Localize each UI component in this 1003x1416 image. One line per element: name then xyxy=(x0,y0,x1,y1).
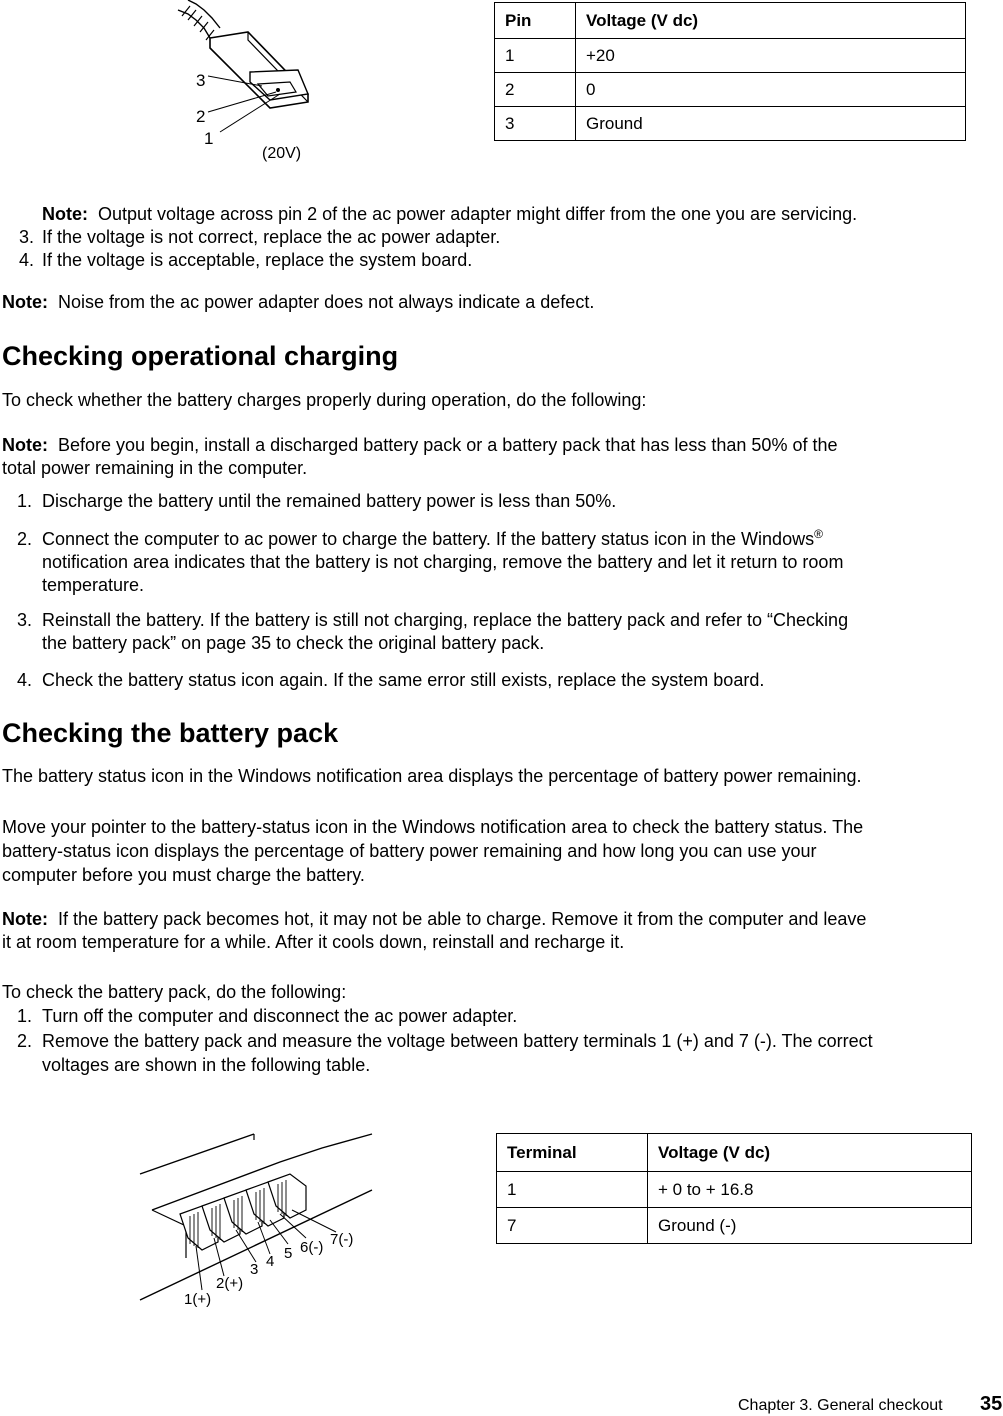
table-cell: 7 xyxy=(497,1208,648,1244)
paragraph: computer before you must charge the battery. xyxy=(2,865,365,885)
list-item: 3. Reinstall the battery. If the battery is still not charging, replace the battery pack and refer to “Checking the battery pack” on page 35 to check the original battery pack. xyxy=(16,610,849,653)
table-row xyxy=(497,1208,972,1244)
table-cell: 3 xyxy=(495,107,576,141)
table-header: Terminal xyxy=(497,1134,648,1172)
table-header: Voltage (V dc) xyxy=(576,3,966,39)
terminal-label-7: 7(-) xyxy=(330,1231,354,1248)
ac-connector-figure xyxy=(150,0,350,175)
paragraph: battery-status icon displays the percentage of battery power remaining and how long you can use your xyxy=(2,841,817,861)
note-continuation: it at room temperature for a while. After it cools down, reinstall and recharge it. xyxy=(2,932,625,952)
list-item: 4. Check the battery status icon again. If the same error still exists, replace the system board. xyxy=(16,670,765,690)
list-item: 1. Turn off the computer and disconnect the ac power adapter. xyxy=(16,1006,518,1026)
table-cell: 2 xyxy=(495,73,576,107)
table-row xyxy=(495,107,966,141)
list-item: 1. Discharge the battery until the remained battery power is less than 50%. xyxy=(16,491,617,511)
table-cell: +20 xyxy=(576,39,966,73)
table-cell: + 0 to + 16.8 xyxy=(648,1172,972,1208)
table-cell: 1 xyxy=(497,1172,648,1208)
note-before-begin: Note: Before you begin, install a discharged battery pack or a battery pack that has less than 50% of the xyxy=(2,435,838,455)
note-text: Output voltage across pin 2 of the ac power adapter might differ from the one you are servicing. xyxy=(98,204,858,224)
footer-chapter: Chapter 3. General checkout xyxy=(738,1397,943,1414)
terminal-label-2: 2(+) xyxy=(216,1275,244,1292)
terminal-label-5: 5 xyxy=(284,1245,293,1262)
table-row xyxy=(495,39,966,73)
note-label: Note: xyxy=(2,292,48,312)
table-cell: 0 xyxy=(576,73,966,107)
table-cell: Ground xyxy=(576,107,966,141)
note-noise xyxy=(2,291,594,314)
terminal-label-3: 3 xyxy=(250,1261,259,1278)
note-label: Note: xyxy=(42,204,88,224)
battery-terminal-figure xyxy=(130,1128,380,1318)
registered-mark: ® xyxy=(814,527,823,541)
paragraph: Move your pointer to the battery-status icon in the Windows notification area to check the battery status. The xyxy=(2,817,864,837)
terminal-label-1: 1(+) xyxy=(184,1291,212,1308)
terminal-label-6: 6(-) xyxy=(300,1239,324,1256)
voltage-label: (20V) xyxy=(262,145,302,162)
section-heading-battery-pack: Checking the battery pack xyxy=(2,718,339,748)
paragraph: To check the battery pack, do the following: xyxy=(2,982,347,1002)
table-cell: 1 xyxy=(495,39,576,73)
section-intro: To check whether the battery charges properly during operation, do the following: xyxy=(2,390,647,410)
pin-voltage-table xyxy=(494,2,966,141)
list-item: 2. Remove the battery pack and measure the voltage between battery terminals 1 (+) and 7 (-). The correct voltages are shown in the following table. xyxy=(16,1031,873,1075)
note-continuation: total power remaining in the computer. xyxy=(2,458,308,478)
table-header: Voltage (V dc) xyxy=(648,1134,972,1172)
paragraph: The battery status icon in the Windows notification area displays the percentage of battery power remaining. xyxy=(2,766,862,786)
terminal-voltage-table xyxy=(496,1133,972,1244)
table-header: Pin xyxy=(495,3,576,39)
terminal-label-4: 4 xyxy=(266,1253,275,1270)
section-heading-operational-charging: Checking operational charging xyxy=(2,341,399,371)
pin-label-1: 1 xyxy=(204,129,214,148)
note-text: Noise from the ac power adapter does not always indicate a defect. xyxy=(58,292,595,312)
pin-label-3: 3 xyxy=(196,71,206,90)
list-item: 2. Connect the computer to ac power to charge the battery. If the battery status icon in the Windows® notification area indicates that the battery is not charging, remove the battery and let it return to room temperature. xyxy=(16,527,844,595)
page-number: 35 xyxy=(980,1393,1003,1415)
note-battery-hot: Note: If the battery pack becomes hot, it may not be able to charge. Remove it from the computer and leave xyxy=(2,909,867,929)
table-row xyxy=(495,73,966,107)
note-output-voltage xyxy=(42,203,857,226)
table-cell: Ground (-) xyxy=(648,1208,972,1244)
table-row xyxy=(497,1172,972,1208)
pin-label-2: 2 xyxy=(196,107,206,126)
